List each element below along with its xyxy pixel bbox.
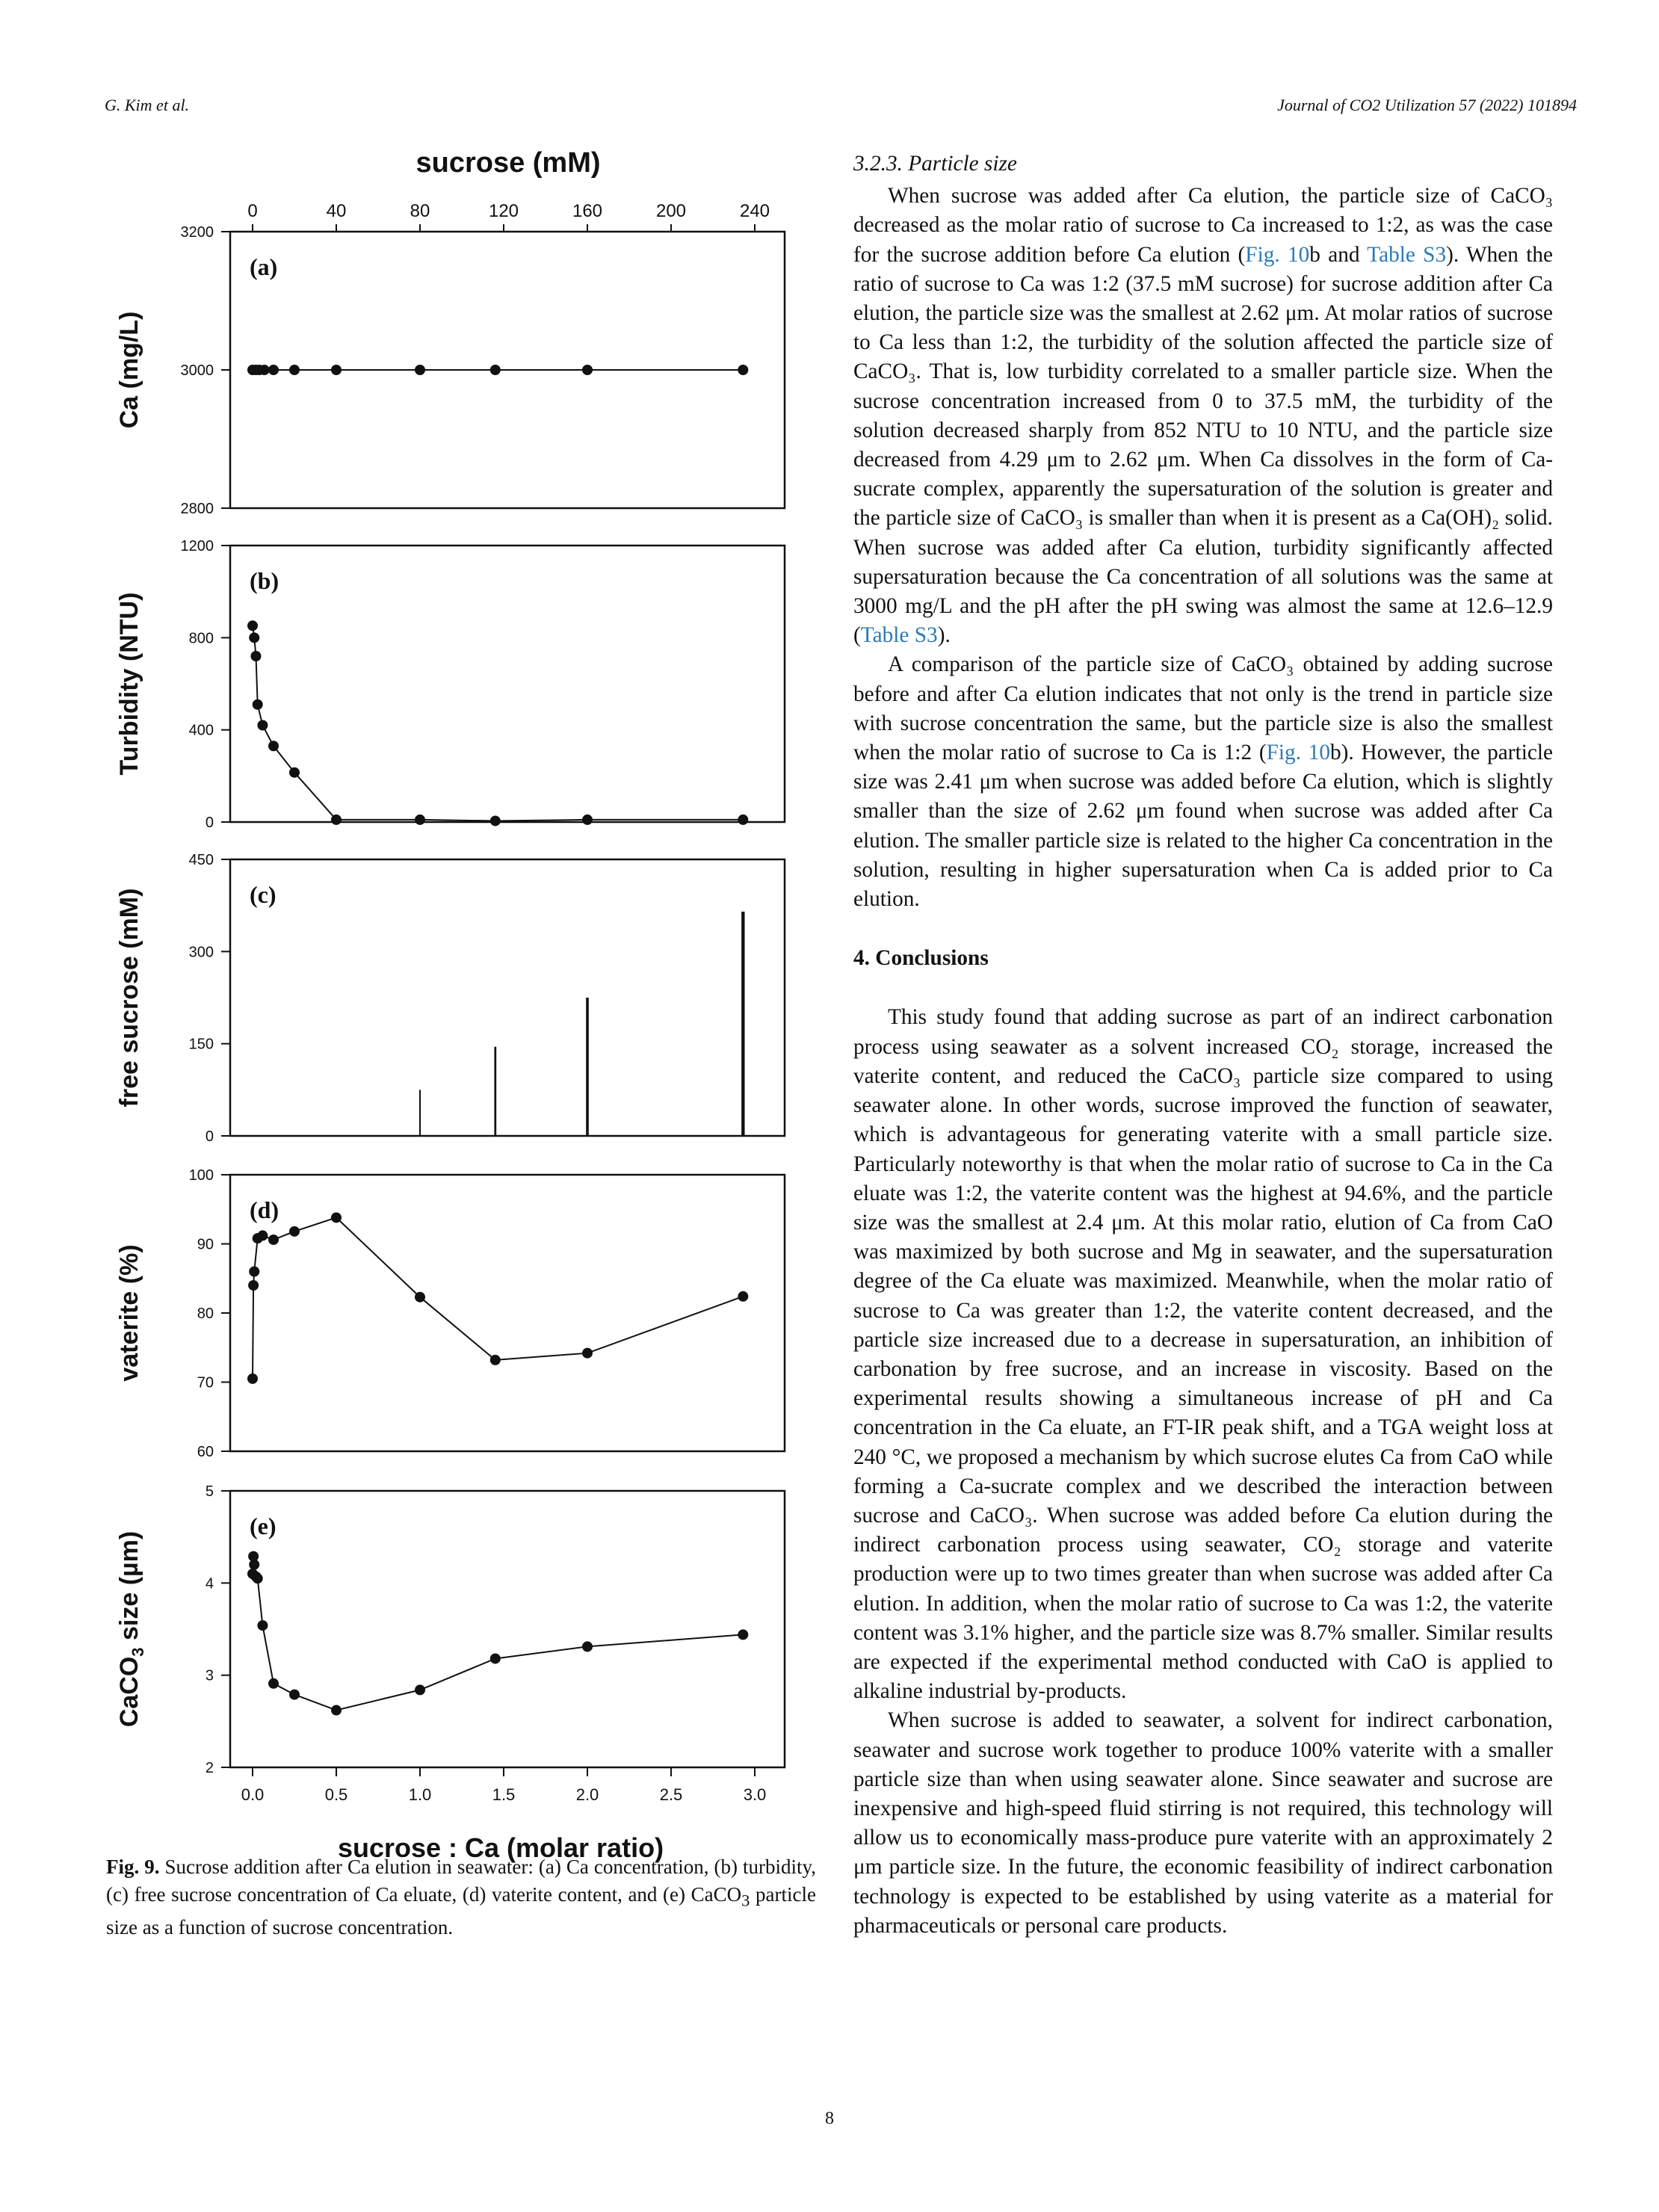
data-point	[257, 1620, 268, 1631]
data-point	[247, 1374, 258, 1384]
y-tick-label: 100	[188, 1167, 214, 1184]
data-point	[289, 1226, 300, 1237]
y-axis-label-sub: 3	[129, 1647, 147, 1657]
data-point	[249, 1560, 259, 1570]
panel-frame-3	[230, 1175, 785, 1451]
y-tick-label: 400	[188, 722, 214, 739]
y-tick-label: 1200	[180, 538, 214, 554]
data-point	[289, 1690, 300, 1700]
right-column	[853, 149, 1553, 1941]
subsection-heading: 3.2.3. Particle size	[853, 152, 1017, 176]
top-axis-tick-label: 80	[410, 201, 430, 221]
data-point	[490, 1653, 501, 1663]
bottom-axis-tick-label: 3.0	[743, 1785, 767, 1804]
data-point	[289, 767, 300, 778]
figure-caption-sub: 3	[741, 1891, 750, 1910]
y-tick-label: 450	[188, 852, 214, 868]
series-line	[253, 1557, 743, 1711]
y-tick-label: 5	[205, 1483, 214, 1500]
y-tick-label: 300	[188, 944, 214, 961]
data-point	[738, 1629, 748, 1640]
data-point	[257, 1230, 268, 1241]
series-line	[253, 625, 743, 821]
panel-label: (d)	[250, 1196, 279, 1223]
y-tick-label: 3200	[180, 224, 214, 241]
data-point	[248, 1280, 259, 1291]
figure-9-chart	[105, 147, 822, 1863]
data-point	[250, 651, 261, 661]
y-tick-label: 2	[205, 1760, 214, 1776]
paragraph-particle-size-2	[853, 650, 1553, 914]
data-point	[331, 815, 342, 825]
data-point	[331, 1705, 342, 1716]
y-axis-label	[115, 1531, 147, 1727]
data-point	[582, 1641, 593, 1652]
data-point	[490, 815, 501, 826]
data-point	[415, 1292, 425, 1303]
data-point	[259, 365, 270, 375]
panel-label: (e)	[250, 1513, 276, 1539]
y-tick-label: 2800	[180, 501, 214, 517]
link-table-s3-2[interactable]: Table S3	[860, 623, 938, 648]
bottom-axis-tick-label: 0.0	[241, 1785, 265, 1804]
figure-caption	[106, 1853, 816, 1941]
data-point	[249, 632, 259, 643]
data-point	[490, 365, 501, 375]
data-point	[253, 699, 263, 710]
bottom-axis-label: sucrose : Ca (molar ratio)	[337, 1832, 664, 1863]
page-number: 8	[825, 2109, 834, 2128]
y-axis-label: free sucrose (mM)	[115, 888, 143, 1107]
p1-text-c: ). When the ratio of sucrose to Ca was 1:2 (37.5 mM sucrose) for sucrose addition after Ca elution, the particle size was the smallest at 2.62 μm. At molar ratios of sucrose to Ca less than 1:2, the turbidity of the solution affected the particle size of CaCO₃. That is, low turbidity correlated to a smaller particle size. When the sucrose concentration increased from 0 to 37.5 mM, the turbidity of the solution decreased sharply from 852 NTU to 10 NTU, and the particle size decreased from 4.29 μm to 2.62 μm. When Ca dissolves in the form of Ca-sucrate complex, apparently the supersaturation of the solution is greater and the particle size of CaCO₃ is smaller than when it is present as a Ca(OH)₂ solid. When sucrose was added after Ca elution, turbidity significantly affected supersaturation because the Ca concentration of all solutions was the same at 3000 mg/L and the pH after the pH swing was almost the same at 12.6–12.9 (	[853, 242, 1553, 648]
data-point	[738, 1291, 748, 1302]
bottom-axis-tick-label: 2.0	[575, 1785, 599, 1804]
y-tick-label: 90	[197, 1236, 214, 1253]
paragraph-conclusions-2: When sucrose is added to seawater, a solvent for indirect carbonation, seawater and sucrose work together to produce 100% vaterite with a smaller particle size than when using seawater alone. Since seawater and sucrose are inexpensive and high-speed fluid stirring is not required, this technology will allow us to economically mass-produce pure vaterite with an approximately 2 μm particle size. In the future, the economic feasibility of indirect carbonation technology is expected to be established by using vaterite as a material for pharmaceuticals or personal care products.	[853, 1708, 1553, 1938]
y-tick-label: 3000	[180, 362, 214, 379]
figure-9	[105, 147, 822, 1863]
data-point	[257, 720, 268, 731]
y-tick-label: 150	[188, 1036, 214, 1053]
p2-text: A comparison of the particle size of CaCO₃ obtained by adding sucrose before and after Ca elution indicates that not only is the trend in particle size with sucrose concentration the same, but the particle size is also the smallest when the molar ratio of sucrose to Ca is 1:2 (	[853, 652, 1553, 765]
data-point	[582, 365, 593, 375]
figure-caption-tail: particle size as a function of sucrose concentration.	[106, 1883, 816, 1939]
paragraph-particle-size-1	[853, 182, 1553, 650]
y-axis-label-part: CaCO	[115, 1656, 143, 1728]
data-point	[415, 365, 425, 375]
top-axis-tick-label: 40	[326, 201, 347, 221]
bottom-axis-tick-label: 1.5	[492, 1785, 516, 1804]
bottom-axis-tick-label: 1.0	[408, 1785, 432, 1804]
y-axis-label: Ca (mg/L)	[115, 311, 143, 429]
data-point	[249, 1267, 259, 1277]
panel-label: (c)	[250, 881, 276, 908]
data-point	[415, 815, 425, 825]
y-axis-label: Turbidity (NTU)	[115, 592, 143, 776]
y-tick-label: 0	[205, 1128, 214, 1145]
section-heading-conclusions: 4. Conclusions	[853, 946, 989, 971]
data-point	[738, 365, 748, 375]
y-tick-label: 0	[205, 815, 214, 831]
data-point	[582, 815, 593, 825]
data-point	[738, 815, 748, 825]
panel-label: (a)	[250, 253, 278, 280]
data-point	[331, 1212, 342, 1223]
running-header-authors: G. Kim et al.	[105, 96, 190, 114]
link-table-s3[interactable]: Table S3	[1367, 242, 1447, 267]
y-tick-label: 4	[205, 1575, 214, 1592]
top-axis-label: sucrose (mM)	[415, 147, 601, 179]
y-tick-label: 3	[205, 1667, 214, 1684]
y-tick-label: 70	[197, 1374, 214, 1391]
data-point	[247, 620, 258, 631]
top-axis-tick-label: 0	[247, 201, 258, 221]
paragraph-conclusions-1: This study found that adding sucrose as part of an indirect carbonation process using seawater as a solvent increased CO₂ storage, increased the vaterite content, and reduced the CaCO₃ particle size compared to using seawater alone. In other words, sucrose improved the function of seawater, which is advantageous for generating vaterite with a small particle size. Particularly noteworthy is that when the molar ratio of sucrose to Ca in the Ca eluate was 1:2, the vaterite content was the highest at 94.6%, and the particle size was the smallest at 2.4 μm. At this molar ratio, elution of Ca from CaO was maximized by both sucrose and Mg in seawater, and the supersaturation degree of the Ca eluate was maximized. Meanwhile, when the molar ratio of sucrose to Ca was greater than 1:2, the vaterite content decreased, and the particle size increased due to a decrease in supersaturation, an inhibition of carbonation by free sucrose, and an increase in viscosity. Based on the experimental results showing a simultaneous increase of pH and Ca concentration in the Ca eluate, an FT-IR peak shift, and a TGA weight loss at 240 °C, we proposed a mechanism by which sucrose elutes Ca from CaO while forming a Ca-sucrate complex and we described the interaction between sucrose and CaCO₃. When sucrose was added before Ca elution during the indirect carbonation process using seawater, CO₂ storage and vaterite production were up to two times greater than when sucrose was added after Ca elution. In addition, when the molar ratio of sucrose to Ca was 1:2, the vaterite content was 3.1% higher, and the particle size was 8.7% smaller. Similar results are expected if the experimental method conducted with CaO is applied to alkaline industrial by-products.	[853, 1005, 1553, 1704]
top-axis-tick-label: 200	[655, 201, 687, 221]
bottom-axis-tick-label: 2.5	[659, 1785, 683, 1804]
data-point	[415, 1684, 425, 1695]
p1-text-b: b and	[1309, 242, 1368, 267]
y-tick-label: 80	[197, 1306, 214, 1322]
data-point	[268, 1235, 279, 1245]
data-point	[268, 741, 279, 751]
top-axis-tick-label: 240	[739, 201, 770, 221]
p2-text-b: b). However, the particle size was 2.41 μm when sucrose was added before Ca elution, which is slightly smaller than the size of 2.62 μm found when sucrose was added after Ca elution. The smaller particle size is related to the higher Ca concentration in the solution, resulting in higher supersaturation when Ca is added prior to Ca elution.	[853, 741, 1553, 912]
y-tick-label: 800	[188, 630, 214, 647]
figure-caption-label: Fig. 9.	[106, 1856, 160, 1878]
link-fig-10[interactable]: Fig. 10	[1245, 242, 1310, 267]
panel-frame-2	[230, 859, 785, 1136]
data-point	[268, 365, 279, 375]
figure-caption-text: Sucrose addition after Ca elution in seawater: (a) Ca concentration, (b) turbidity, (c) free sucrose concentration of Ca eluate, (d) vaterite content, and (e) CaCO	[106, 1856, 816, 1906]
top-axis-tick-label: 160	[572, 201, 603, 221]
y-axis-label-part: size (µm)	[115, 1530, 143, 1648]
data-point	[331, 365, 342, 375]
bottom-axis-tick-label: 0.5	[324, 1785, 348, 1804]
p1-text-d: ).	[937, 623, 951, 648]
y-tick-label: 60	[197, 1444, 214, 1460]
data-point	[268, 1678, 279, 1689]
data-point	[490, 1355, 501, 1365]
panel-frame-4	[230, 1491, 785, 1767]
series-line	[253, 1217, 743, 1379]
y-axis-label: vaterite (%)	[115, 1244, 143, 1382]
data-point	[582, 1348, 593, 1359]
running-header-journal: Journal of CO2 Utilization 57 (2022) 101894	[1277, 96, 1577, 114]
data-point	[289, 365, 300, 375]
link-fig-10-2[interactable]: Fig. 10	[1266, 741, 1331, 765]
p1-text: When sucrose was added after Ca elution, the particle size of CaCO₃ decreased as the molar ratio of sucrose to Ca increased to 1:2, as was the case for the sucrose addition before Ca elution (	[853, 184, 1553, 267]
panel-frame-1	[230, 546, 785, 822]
top-axis-tick-label: 120	[488, 201, 519, 221]
panel-label: (b)	[250, 567, 279, 594]
data-point	[253, 1573, 263, 1584]
